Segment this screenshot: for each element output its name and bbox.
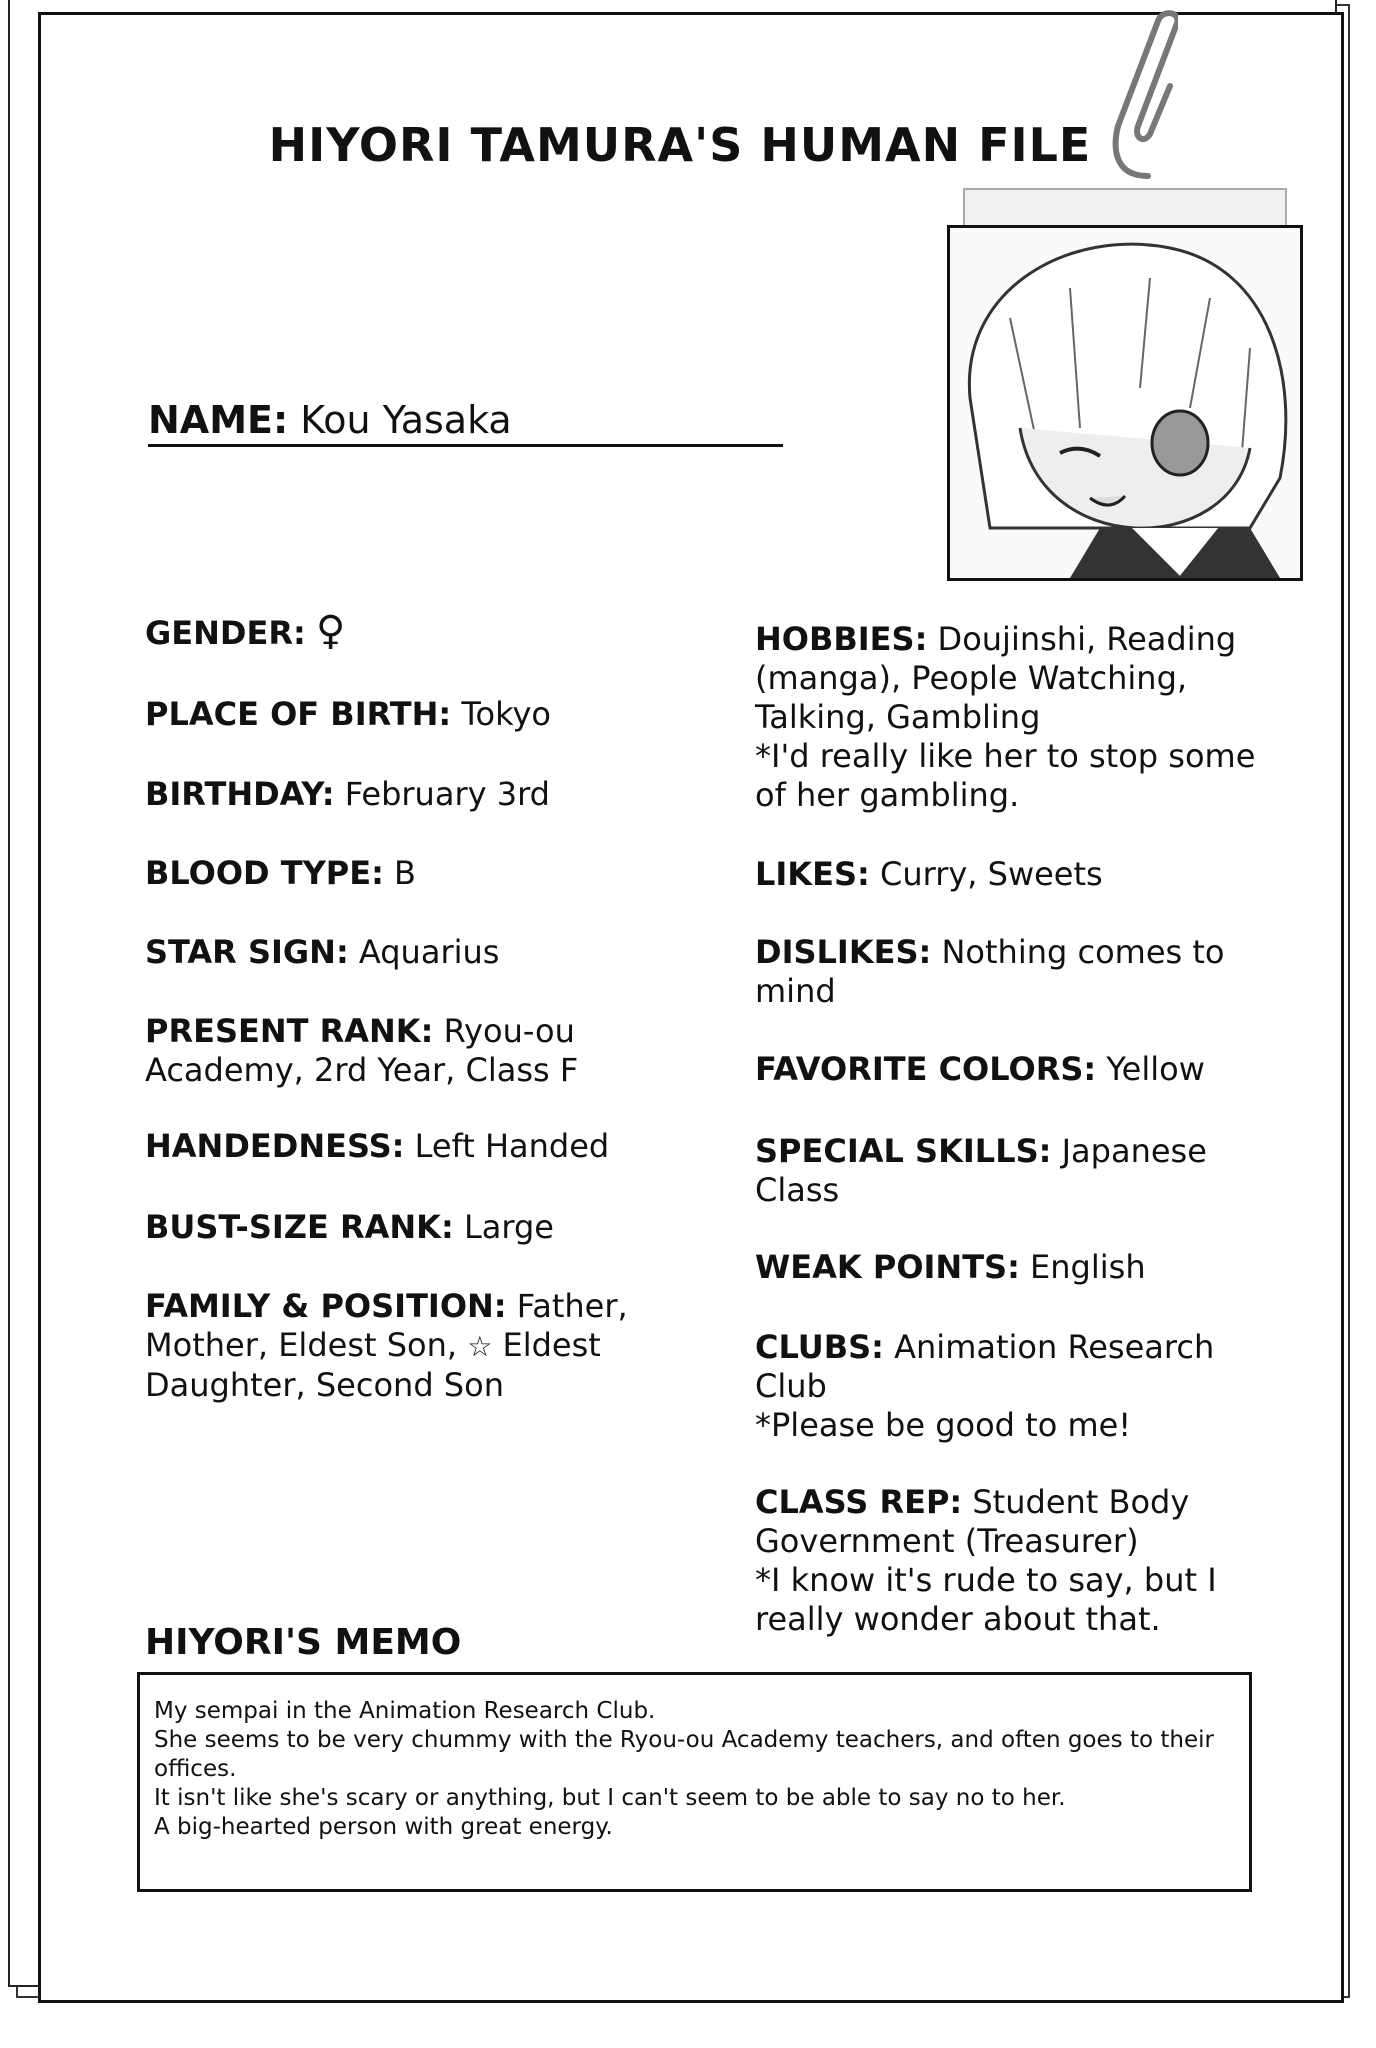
weak-points-field	[755, 1248, 1295, 1287]
birthplace-label: PLACE OF BIRTH:	[145, 695, 452, 733]
chibi-portrait-icon	[950, 228, 1300, 578]
memo-title: HIYORI'S MEMO	[145, 1622, 462, 1663]
dislikes-label: DISLIKES:	[755, 933, 932, 971]
name-label: NAME:	[148, 398, 289, 442]
dislikes-field	[755, 933, 1295, 1011]
memo-line: It isn't like she's scary or anything, but I can't seem to be able to say no to her.	[154, 1785, 1066, 1811]
clubs-value: Animation Research Club	[755, 1328, 1215, 1405]
family-value-after: Eldest Daughter, Second Son	[145, 1326, 601, 1404]
present-rank-label: PRESENT RANK:	[145, 1012, 434, 1050]
name-value: Kou Yasaka	[300, 398, 512, 442]
memo-line: My sempai in the Animation Research Club.	[154, 1698, 656, 1724]
clubs-note: *Please be good to me!	[755, 1406, 1132, 1444]
weak-points-value: English	[1030, 1248, 1146, 1286]
gender-field	[145, 608, 685, 654]
likes-value: Curry, Sweets	[879, 855, 1103, 893]
name-field	[148, 398, 783, 447]
female-symbol-icon: ♀	[315, 608, 346, 654]
class-rep-field	[755, 1483, 1295, 1639]
clubs-label: CLUBS:	[755, 1328, 884, 1366]
class-rep-note: *I know it's rude to say, but I really wonder about that.	[755, 1561, 1217, 1638]
likes-field	[755, 855, 1295, 894]
bust-size-label: BUST-SIZE RANK:	[145, 1208, 454, 1246]
hobbies-field	[755, 620, 1295, 815]
memo-box	[137, 1672, 1252, 1892]
bust-size-value: Large	[463, 1208, 554, 1246]
birthday-label: BIRTHDAY:	[145, 775, 335, 813]
weak-points-label: WEAK POINTS:	[755, 1248, 1020, 1286]
character-portrait	[947, 225, 1303, 581]
memo-line: A big-hearted person with great energy.	[154, 1814, 613, 1840]
dislikes-value: Nothing comes to mind	[755, 933, 1225, 1010]
special-skills-label: SPECIAL SKILLS:	[755, 1132, 1052, 1170]
favorite-colors-field	[755, 1050, 1295, 1089]
blood-type-value: B	[394, 854, 416, 892]
hobbies-label: HOBBIES:	[755, 620, 928, 658]
likes-label: LIKES:	[755, 855, 870, 893]
birthplace-value: Tokyo	[461, 695, 551, 733]
class-rep-value: Student Body Government (Treasurer)	[755, 1483, 1190, 1560]
present-rank-field	[145, 1012, 685, 1090]
favorite-colors-label: FAVORITE COLORS:	[755, 1050, 1097, 1088]
star-sign-label: STAR SIGN:	[145, 933, 349, 971]
paperclip-icon	[1108, 6, 1178, 186]
family-value: Father, Mother, Eldest Son,	[145, 1287, 628, 1364]
birthplace-field	[145, 695, 685, 734]
favorite-colors-value: Yellow	[1106, 1050, 1205, 1088]
clubs-field	[755, 1328, 1295, 1445]
present-rank-value: Ryou-ou Academy, 2rd Year, Class F	[145, 1012, 579, 1089]
bust-size-field	[145, 1208, 685, 1247]
star-sign-value: Aquarius	[358, 933, 500, 971]
birthday-field	[145, 775, 685, 814]
star-icon: ☆	[467, 1330, 493, 1363]
memo-line: She seems to be very chummy with the Ryou-ou Academy teachers, and often goes to their offices.	[154, 1727, 1214, 1782]
blood-type-field	[145, 854, 685, 893]
gender-label: GENDER:	[145, 614, 306, 652]
star-sign-field	[145, 933, 685, 972]
class-rep-label: CLASS REP:	[755, 1483, 963, 1521]
special-skills-field	[755, 1132, 1295, 1210]
family-label: FAMILY & POSITION:	[145, 1287, 507, 1325]
family-field	[145, 1287, 685, 1405]
hobbies-note: *I'd really like her to stop some of her gambling.	[755, 737, 1256, 814]
handedness-label: HANDEDNESS:	[145, 1127, 405, 1165]
special-skills-value: Japanese Class	[755, 1132, 1207, 1209]
handedness-value: Left Handed	[414, 1127, 610, 1165]
blood-type-label: BLOOD TYPE:	[145, 854, 384, 892]
birthday-value: February 3rd	[344, 775, 550, 813]
handedness-field	[145, 1127, 685, 1166]
page-title: HIYORI TAMURA'S HUMAN FILE	[268, 118, 1092, 172]
hobbies-value: Doujinshi, Reading (manga), People Watching, Talking, Gambling	[755, 620, 1237, 736]
